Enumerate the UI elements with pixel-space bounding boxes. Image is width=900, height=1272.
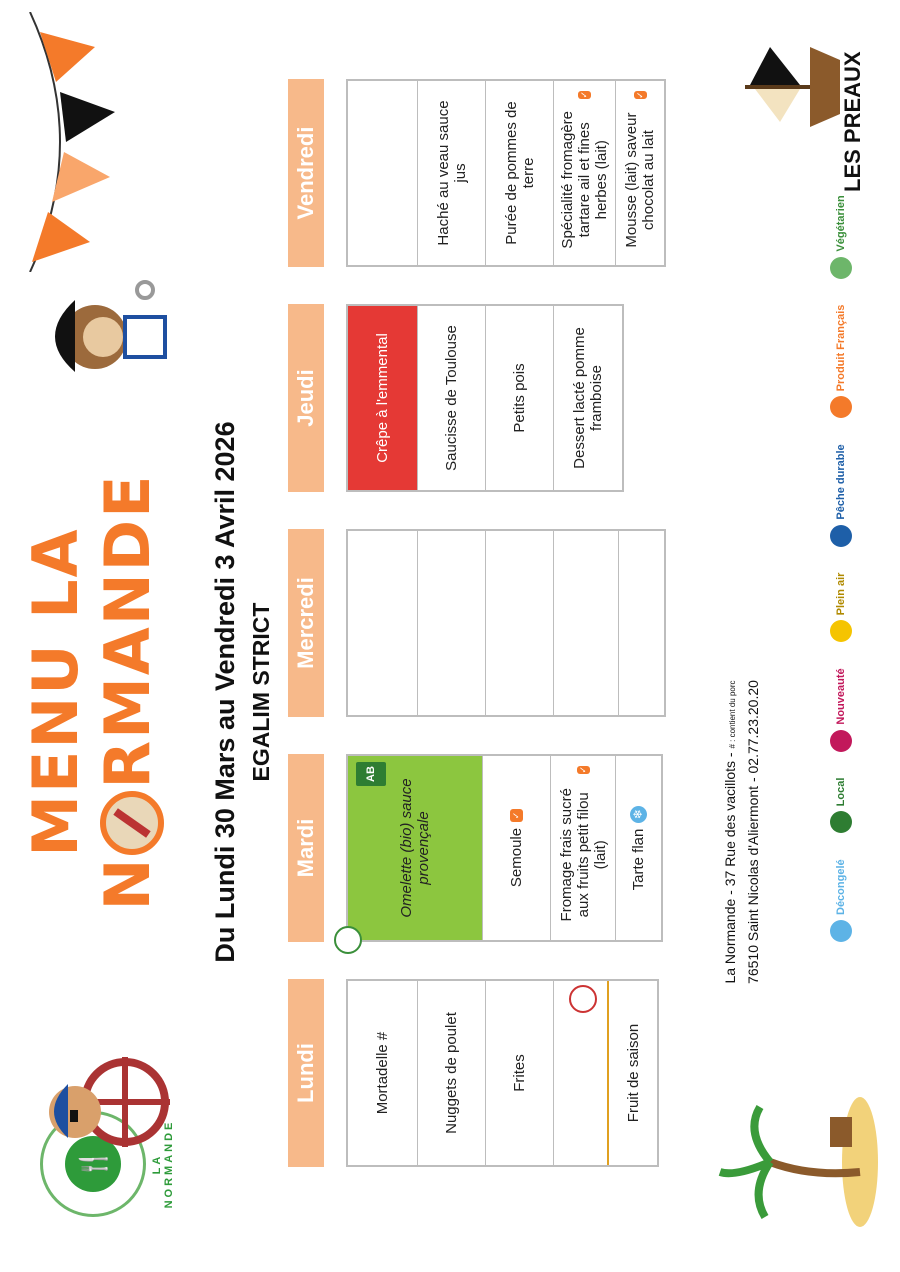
compass-icon — [100, 791, 164, 855]
footer-address-line-2: 76510 Saint Nicolas d'Aliermont - 02.77.23.20.20 — [745, 680, 761, 984]
dish-main: Saucisse de Toulouse — [418, 306, 486, 490]
legend-produit-francais-label: Produit Français — [835, 304, 847, 392]
legend-plein-air-label: Plein air — [835, 572, 847, 616]
day-header-mercredi: Mercredi — [288, 529, 324, 717]
footer-address-main: La Normande - 37 Rue des vacillots - — [722, 752, 738, 984]
day-column-lundi — [288, 979, 659, 1167]
dish-side — [483, 756, 551, 940]
french-product-icon: ✓ — [579, 91, 589, 99]
day-column-vendredi — [288, 79, 666, 267]
dish-starter: Crêpe à l'emmental — [348, 306, 418, 490]
dish-side-label: Semoule — [508, 827, 525, 888]
day-header-lundi: Lundi — [288, 979, 324, 1167]
dish-dessert: Dessert lacté pomme framboise — [571, 327, 605, 469]
legend-vegetarien-label: Végétarien — [835, 195, 847, 252]
legend-local — [830, 778, 852, 834]
dish-main-bio-label: Omelette (bio) sauce provençale — [398, 778, 432, 918]
legend-produit-francais — [830, 305, 852, 419]
dish-dessert-label: Mousse (lait) saveur chocolat au lait — [623, 112, 657, 248]
legend-nouveaute — [830, 668, 852, 751]
dish-main: Haché au veau sauce jus — [418, 81, 486, 265]
footer-address — [720, 472, 763, 1192]
vegetarian-icon — [334, 926, 362, 954]
pirate-wheel-illustration — [30, 1042, 180, 1162]
dish-side: Purée de pommes de terre — [486, 81, 554, 265]
bunting-flags-illustration — [20, 12, 130, 272]
leaf-icon — [830, 257, 852, 279]
legend-local-label: Local — [835, 777, 847, 807]
day-column-jeudi — [288, 304, 624, 492]
day-body-mercredi — [346, 529, 666, 717]
dish-dairy-label: Spécialité fromagère tartare ail et fines herbes (lait) — [559, 110, 610, 249]
logo-text: LA NORMANDE — [151, 1119, 175, 1209]
day-header-vendredi: Vendredi — [288, 79, 324, 267]
dish-dessert-label: Tarte flan — [630, 828, 647, 891]
dish-dairy — [551, 756, 616, 940]
france-icon — [830, 396, 852, 418]
dish-dessert — [616, 81, 664, 265]
day-body-lundi — [346, 979, 659, 1167]
empty-cell — [348, 531, 418, 715]
empty-cell — [486, 531, 554, 715]
day-body-vendredi — [346, 79, 666, 267]
day-header-mardi: Mardi — [288, 754, 324, 942]
title-line-2 — [92, 412, 164, 972]
monkey-pirate-illustration — [35, 272, 175, 392]
ab-bio-icon: AB — [356, 762, 386, 786]
day-column-mardi — [288, 754, 663, 942]
local-icon — [830, 811, 852, 833]
dish-side: Frites — [486, 981, 554, 1165]
egalim-label: EGALIM STRICT — [248, 602, 274, 782]
dish-dairy-label: Fromage frais sucré aux fruits petit filou (lait) — [557, 788, 609, 922]
empty-cell — [554, 531, 619, 715]
french-product-icon: ✓ — [634, 91, 645, 99]
empty-cell — [348, 81, 418, 265]
day-body-mardi — [346, 754, 663, 942]
empty-cell — [418, 531, 486, 715]
dish-dairy — [554, 81, 616, 265]
french-product-icon: ✓ — [577, 766, 588, 774]
title-line-2-part-b: RMANDE — [91, 473, 164, 789]
day-header-jeudi: Jeudi — [288, 304, 324, 492]
legend-peche-durable-label: Pêche durable — [835, 444, 847, 520]
legend-vegetarien — [830, 195, 852, 278]
plein-air-icon — [830, 620, 852, 642]
french-product-icon: ✓ — [510, 809, 523, 822]
dish-dessert — [609, 981, 657, 1165]
legend-decongele — [830, 859, 852, 942]
dish-dessert — [616, 756, 661, 940]
day-column-mercredi — [288, 529, 666, 717]
snowflake-icon — [830, 920, 852, 942]
legend-peche-durable — [830, 444, 852, 546]
title-line-1: MENU LA — [19, 527, 92, 857]
menu-title — [20, 412, 164, 972]
fork-knife-icon: 🍴 — [65, 1136, 121, 1192]
dish-main: Nuggets de poulet — [418, 981, 486, 1165]
dish-starter: Mortadelle # — [348, 981, 418, 1165]
dish-main-bio — [348, 756, 483, 940]
day-body-jeudi — [346, 304, 624, 492]
legend — [830, 195, 852, 942]
pirate-ship-illustration — [740, 42, 850, 132]
menu-dates: Du Lundi 30 Mars au Vendredi 3 Avril 2026 — [210, 421, 240, 963]
site-name: LES PREAUX — [840, 51, 865, 192]
empty-cell — [619, 531, 664, 715]
frozen-icon: ❄ — [630, 806, 647, 823]
new-icon — [830, 730, 852, 752]
footer-address-line-1 — [720, 472, 743, 1192]
title-line-2-part-a: N — [91, 856, 164, 911]
legend-plein-air — [830, 573, 852, 643]
label-rouge-icon — [569, 985, 597, 1013]
legend-decongele-label: Décongelé — [835, 859, 847, 915]
legend-nouveaute-label: Nouveauté — [835, 668, 847, 725]
dish-dessert-label: Fruit de saison — [624, 1023, 642, 1123]
dish-side: Petits pois — [486, 306, 554, 490]
fish-icon — [830, 525, 852, 547]
footer-note: # : contient du porc — [728, 680, 737, 749]
